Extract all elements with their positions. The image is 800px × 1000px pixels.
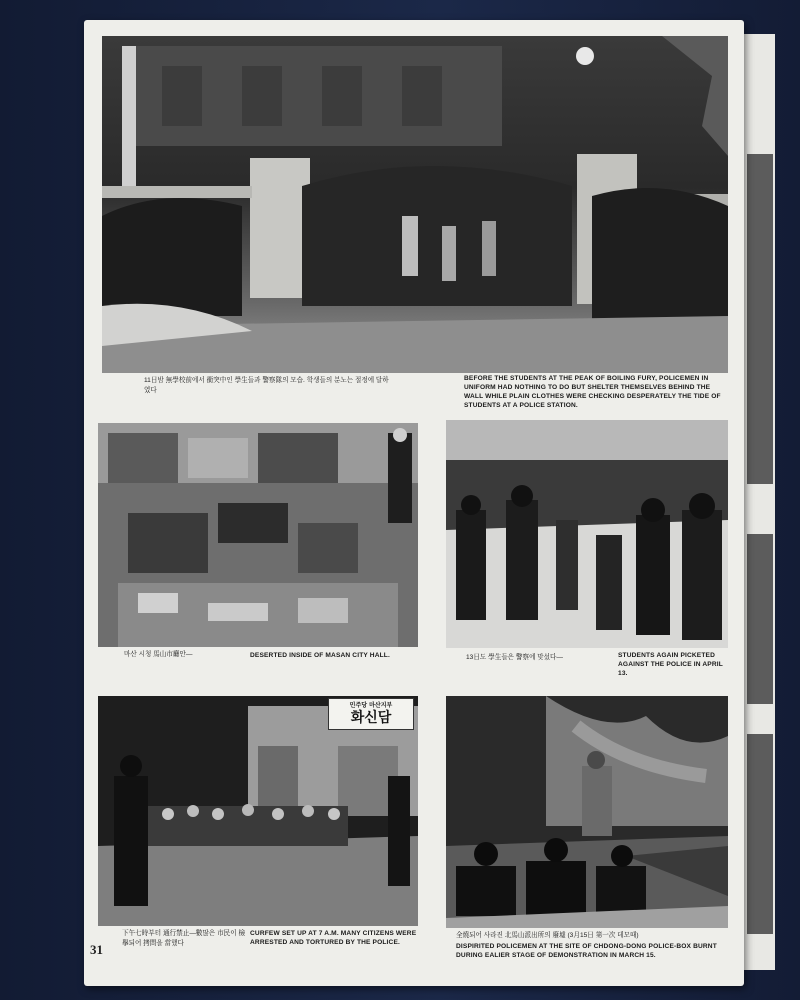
photo-curfew-arrests	[98, 696, 418, 926]
caption-top-korean: 11日밤 無學校前에서 衝突中인 學生들과 警察隊의 모습. 학생들의 분노는 절정에 달하였다	[144, 377, 389, 394]
photo-students-picketed-image	[446, 420, 728, 648]
caption-top-english: BEFORE THE STUDENTS AT THE PEAK OF BOILING FURY, POLICEMEN IN UNIFORM HAD NOTHING TO DO BUT SHELTER THEMSELVES BEHIND THE WALL WHILE PLAIN CLOTHES WERE CHECKING DESPERATELY THE TIDE OF STUDENTS AT A POLICE STATION.	[464, 375, 721, 409]
caption-picketed-english: STUDENTS AGAIN PICKETED AGAINST THE POLICE IN APRIL 13.	[618, 652, 723, 677]
photo-burnt-police-box	[446, 696, 728, 928]
caption-picketed-korean: 13日도 學生들은 警察에 맞섰다—	[466, 654, 563, 661]
caption-curfew-english: CURFEW SET UP AT 7 A.M. MANY CITIZENS WERE ARRESTED AND TORTURED BY THE POLICE.	[250, 930, 417, 946]
shop-sign	[328, 698, 414, 730]
shop-sign-big-text: 화신담	[350, 710, 392, 726]
photo-students-police-clash	[102, 36, 728, 373]
photo-curfew-arrests-image	[98, 696, 418, 926]
caption-burnt-korean: 全燒되어 사라진 北馬山派出所의 廢墟 (3月15日 第一次 데모때)	[456, 932, 639, 939]
caption-burnt-english: DISPIRITED POLICEMEN AT THE SITE OF CHDONG-DONG POLICE-BOX BURNT DURING EALIER STAGE OF DEMONSTRATION IN MARCH 15.	[456, 943, 717, 959]
caption-city-hall-korean: 마산 시청 馬山市廳안—	[124, 651, 193, 658]
facing-page-photo-strip	[747, 154, 773, 484]
photo-masan-city-hall	[98, 423, 418, 647]
photo-students-police-clash-image	[102, 36, 728, 373]
shop-sign-small-text: 민주당 마산지부	[349, 702, 393, 709]
photo-burnt-police-box-image	[446, 696, 728, 928]
facing-page-photo-strip	[747, 734, 773, 934]
photo-students-picketed	[446, 420, 728, 648]
page-number: 31	[90, 942, 103, 957]
facing-page-photo-strip	[747, 534, 773, 704]
magazine-page	[84, 20, 744, 986]
caption-city-hall-english: DESERTED INSIDE OF MASAN CITY HALL.	[250, 652, 390, 659]
photo-masan-city-hall-image	[98, 423, 418, 647]
caption-curfew-korean: 下午七時부터 通行禁止—數많은 市民이 檢擧되어 拷問을 當했다	[122, 930, 246, 947]
